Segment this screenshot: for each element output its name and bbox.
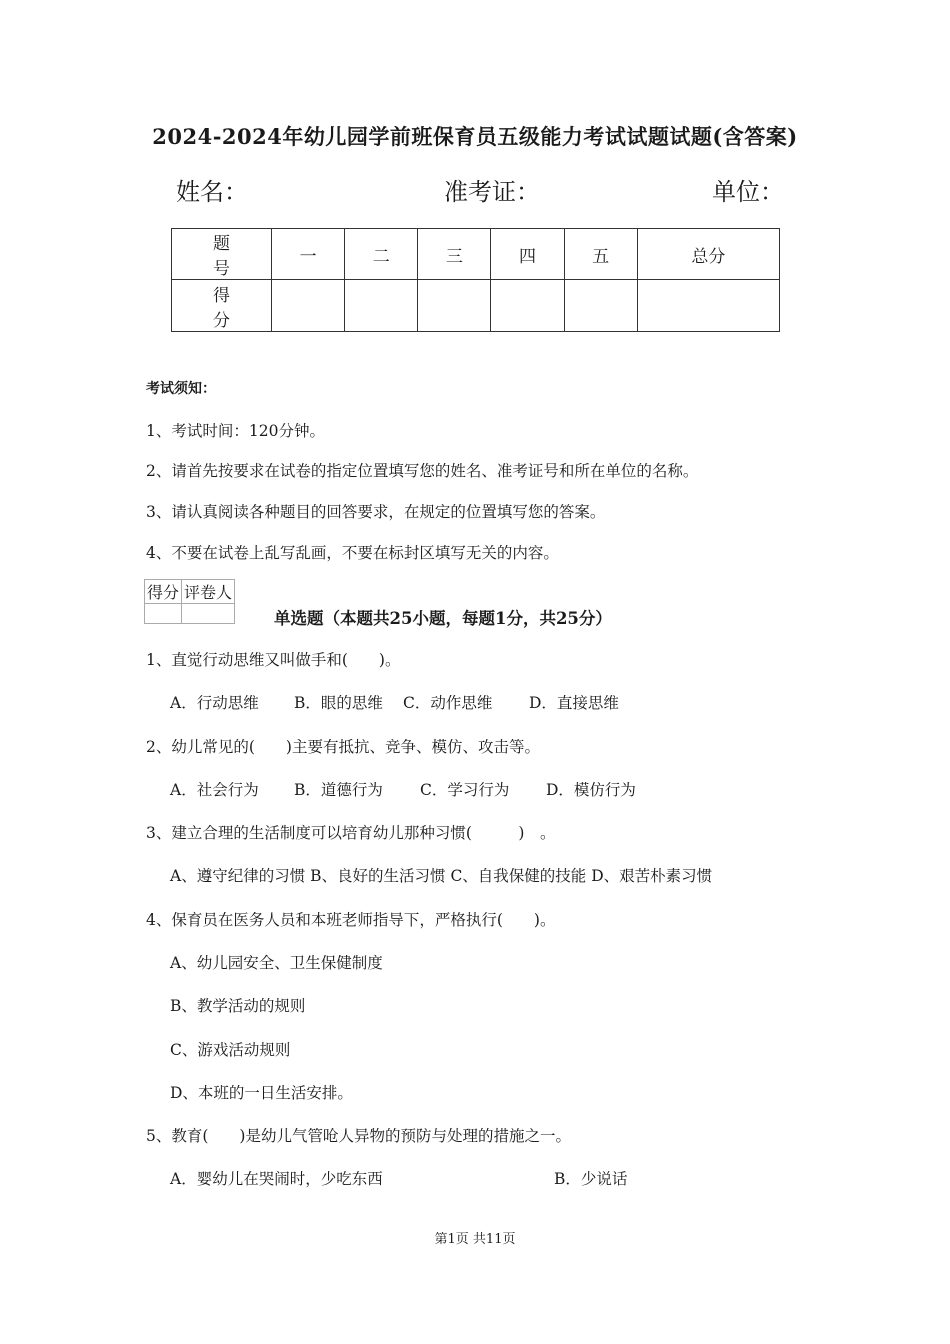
question-text: 5、教育( )是幼儿气管呛人异物的预防与处理的措施之一。 bbox=[146, 1127, 571, 1145]
option-a: A．婴幼儿在哭闹时，少吃东西 bbox=[170, 1170, 383, 1188]
score-cell-5[interactable] bbox=[564, 280, 637, 332]
notice-item: 1、考试时间：120分钟。 bbox=[146, 422, 325, 440]
question-text: 1、直觉行动思维又叫做手和( )。 bbox=[146, 651, 401, 669]
document-title: 2024-2024年幼儿园学前班保育员五级能力考试试题试题(含答案) bbox=[152, 124, 798, 149]
score-col-total: 总分 bbox=[637, 229, 779, 280]
score-col-5: 五 bbox=[564, 229, 637, 280]
question-text: 4、保育员在医务人员和本班老师指导下，严格执行( )。 bbox=[146, 911, 556, 929]
option-c: C、游戏活动规则 bbox=[170, 1041, 291, 1059]
option-a: A．行动思维 bbox=[170, 694, 259, 712]
question-text: 2、幼儿常见的( )主要有抵抗、竞争、模仿、攻击等。 bbox=[146, 738, 540, 756]
name-field-label: 姓名： bbox=[176, 178, 248, 206]
grader-score-cell[interactable] bbox=[145, 604, 182, 624]
score-col-2: 二 bbox=[345, 229, 418, 280]
score-col-3: 三 bbox=[418, 229, 491, 280]
score-cell-4[interactable] bbox=[491, 280, 564, 332]
options-line: A、遵守纪律的习惯 B、良好的生活习惯 C、自我保健的技能 D、艰苦朴素习惯 bbox=[170, 867, 713, 885]
option-d: D．直接思维 bbox=[529, 694, 619, 712]
score-table bbox=[171, 228, 780, 332]
section-title: 单选题（本题共25小题，每题1分，共25分） bbox=[274, 609, 612, 628]
option-a: A、幼儿园安全、卫生保健制度 bbox=[170, 954, 383, 972]
score-col-4: 四 bbox=[491, 229, 564, 280]
score-table-score-row bbox=[172, 280, 780, 332]
notice-item: 4、不要在试卷上乱写乱画，不要在标封区填写无关的内容。 bbox=[146, 544, 559, 562]
score-table-header-row bbox=[172, 229, 780, 280]
score-col-1: 一 bbox=[272, 229, 345, 280]
score-cell-1[interactable] bbox=[272, 280, 345, 332]
grader-reviewer-label: 评卷人 bbox=[182, 580, 235, 604]
option-b: B．道德行为 bbox=[294, 781, 383, 799]
option-b: B．眼的思维 bbox=[294, 694, 383, 712]
exam-id-field-label: 准考证： bbox=[444, 178, 540, 206]
grader-score-label: 得分 bbox=[145, 580, 182, 604]
score-cell-2[interactable] bbox=[345, 280, 418, 332]
option-c: C．学习行为 bbox=[420, 781, 510, 799]
option-b: B．少说话 bbox=[554, 1170, 628, 1188]
option-d: D、本班的一日生活安排。 bbox=[170, 1084, 353, 1102]
question-text: 3、建立合理的生活制度可以培育幼儿那种习惯( ) 。 bbox=[146, 824, 556, 842]
option-d: D．模仿行为 bbox=[546, 781, 636, 799]
score-label: 得 分 bbox=[172, 280, 272, 332]
score-cell-3[interactable] bbox=[418, 280, 491, 332]
notice-title: 考试须知： bbox=[146, 381, 216, 397]
page-footer: 第1页 共11页 bbox=[434, 1232, 516, 1247]
grader-box bbox=[144, 579, 235, 624]
unit-field-label: 单位： bbox=[712, 178, 784, 206]
notice-item: 3、请认真阅读各种题目的回答要求，在规定的位置填写您的答案。 bbox=[146, 503, 606, 521]
grader-reviewer-cell[interactable] bbox=[182, 604, 235, 624]
option-c: C．动作思维 bbox=[403, 694, 493, 712]
option-a: A．社会行为 bbox=[170, 781, 259, 799]
option-b: B、教学活动的规则 bbox=[170, 997, 306, 1015]
question-number-label: 题 号 bbox=[172, 229, 272, 280]
score-cell-total[interactable] bbox=[637, 280, 779, 332]
notice-item: 2、请首先按要求在试卷的指定位置填写您的姓名、准考证号和所在单位的名称。 bbox=[146, 462, 699, 480]
